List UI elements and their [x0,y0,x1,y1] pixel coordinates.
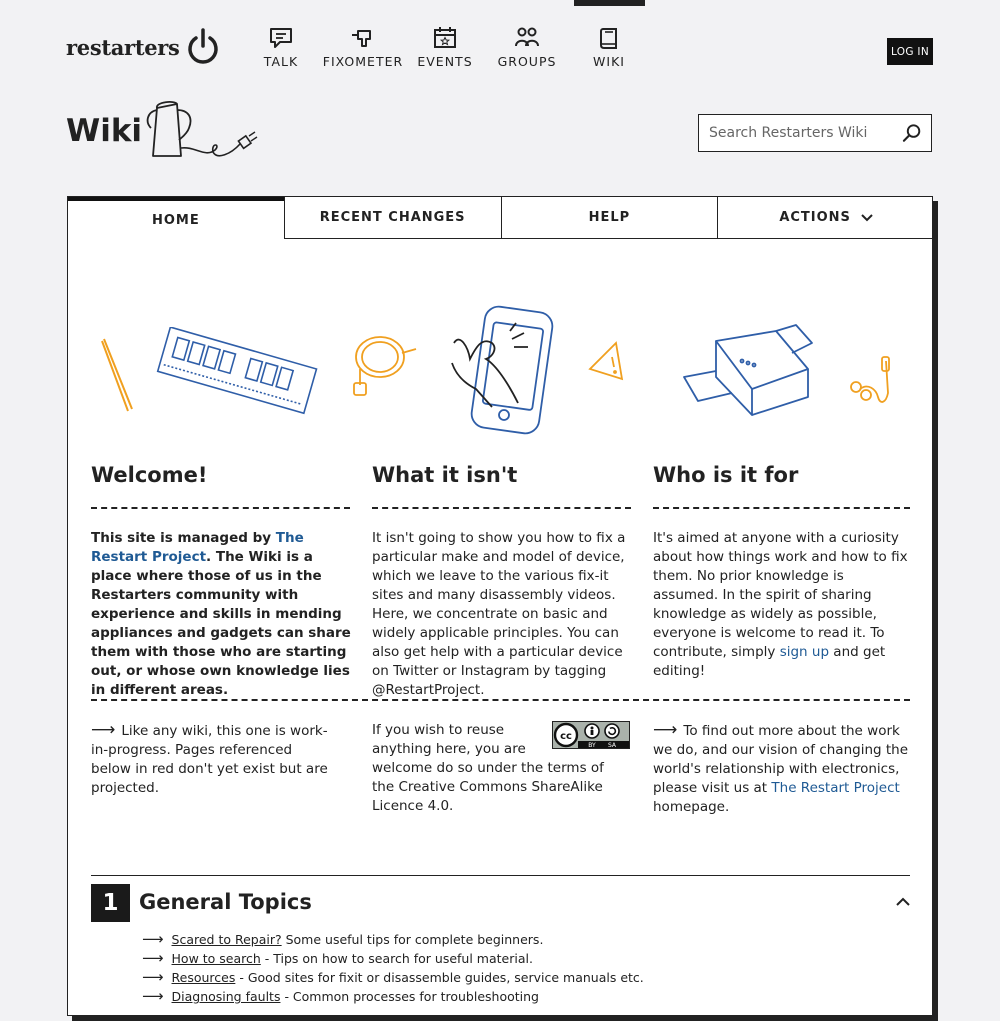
licence-note [372,721,630,816]
who-note-prefix: To find out more about the work we do, and our vision of changing the world's relationship with electronics, please visit us at [653,723,909,796]
topic-link[interactable]: Resources [171,970,236,985]
section-title: General Topics [139,890,312,914]
restarters-logo[interactable] [66,28,220,66]
work-in-progress-note [91,721,336,798]
who-body-prefix: It's aimed at anyone with a curiosity about how things work and how to fix them. No prior knowledge is assumed. In the spirit of sharing knowledge as widely as possible, everyone is welcome to read it. To contribute, simply [653,530,908,660]
restart-project-link[interactable]: The Restart Project [91,530,304,565]
welcome-intro-suffix: . The Wiki is a place where those of us in the Restarters community with experience and skills in mending appliances and gadgets can share them with those who are starting out, or whose own knowledge lies in different areas. [91,549,351,698]
topic-link[interactable]: Diagnosing faults [171,989,281,1004]
nav-fixometer-label: FIXOMETER [322,54,404,69]
power-icon [186,28,220,66]
drill-icon [350,26,376,50]
tab-actions[interactable] [717,197,934,239]
chevron-down-icon [861,214,873,222]
topic-text: Some useful tips for complete beginners. [281,932,544,947]
login-button[interactable]: LOG IN [887,38,933,65]
wiki-home-panel [67,196,933,1016]
nav-groups-label: GROUPS [497,54,557,69]
search-icon[interactable] [902,123,921,143]
printer-illustration [680,321,815,421]
search-input[interactable] [699,125,902,141]
logo-text: restarters [66,34,180,60]
kettle-illustration [145,98,260,168]
cc-by-sa-badge[interactable] [552,721,630,749]
people-icon [514,26,540,50]
cc-sa-text: SA [607,742,617,749]
nav-wiki[interactable] [568,26,650,69]
sign-up-link[interactable]: sign up [779,644,830,660]
who-body-suffix: and get editing! [653,644,886,679]
welcome-heading: Welcome! [91,463,208,487]
phone-hand-illustration [446,303,556,435]
topic-text: - Common processes for troubleshooting [280,989,539,1004]
arrow-right-icon: ⟶ [142,987,164,1005]
general-topics-list [142,930,644,1006]
nav-talk-label: TALK [263,54,299,69]
welcome-intro-prefix: This site is managed by [91,530,276,546]
cable-illustration [350,331,420,401]
divider [372,507,631,509]
who-note-suffix: homepage. [653,799,730,815]
licence-note-text: If you wish to reuse anything here, you are welcome do so under the terms of the Creative Commons ShareAlike Licence 4.0. [372,722,604,814]
tab-recent-changes-label: RECENT CHANGES [319,210,466,225]
arrow-right-icon: ⟶ [142,930,164,948]
arrow-right-icon: ⟶ [142,968,164,986]
main-nav [240,26,650,69]
nav-fixometer[interactable] [322,26,404,69]
arrow-right-icon: ⟶ [91,720,116,740]
search-box [698,114,932,152]
restart-project-homepage-link[interactable]: The Restart Project [771,780,900,796]
who-is-it-for-body [653,529,913,681]
divider [91,699,910,701]
tweezers-illustration [98,325,138,415]
what-it-isnt-heading: What it isn't [372,463,518,487]
tab-actions-label: ACTIONS [779,210,851,225]
welcome-column [91,463,351,487]
cc-badge-text: cc [560,731,572,742]
tab-home[interactable] [68,197,284,239]
tab-recent-changes[interactable] [284,197,501,239]
tab-bar [68,197,934,240]
nav-events-label: EVENTS [417,54,473,69]
calendar-icon [432,26,458,50]
book-icon [596,26,622,50]
who-is-it-for-heading: Who is it for [653,463,799,487]
list-item [142,968,644,987]
wip-note-text: Like any wiki, this one is work-in-progress. Pages referenced below in red don't yet exist but are projected. [91,723,328,796]
who-is-it-for-column [653,463,913,487]
topic-link[interactable]: How to search [171,951,261,966]
chevron-up-icon[interactable] [896,897,910,906]
topic-link[interactable]: Scared to Repair? [171,932,282,947]
list-item [142,930,644,949]
tab-help-label: HELP [588,210,631,225]
find-out-more-note [653,721,915,817]
active-nav-indicator [574,0,645,6]
welcome-intro [91,529,353,700]
nav-groups[interactable] [486,26,568,69]
chat-bubble-icon [268,26,294,50]
section-number: 1 [91,884,130,922]
nav-talk[interactable] [240,26,322,69]
nav-events[interactable] [404,26,486,69]
list-item [142,987,644,1006]
nav-wiki-label: WIKI [593,54,625,69]
what-it-isnt-column [372,463,632,487]
tab-help[interactable] [501,197,718,239]
divider [653,507,910,509]
topic-text: - Tips on how to search for useful material. [260,951,533,966]
tab-home-label: HOME [152,212,200,228]
divider [91,507,350,509]
warning-triangle-illustration [586,339,626,383]
ram-stick-illustration [154,327,319,422]
arrow-right-icon: ⟶ [653,720,678,740]
section-divider [91,875,910,876]
cc-by-text: BY [588,742,596,749]
list-item [142,949,644,968]
arrow-right-icon: ⟶ [142,949,164,967]
what-it-isnt-body: It isn't going to show you how to fix a particular make and model of device, which we leave to the various fix-it sites and many disassembly videos. Here, we concentrate on basic and widely applicable principles. You can also get help with a particular device on Twitter or Instagram by tagging @RestartProject. [372,530,626,698]
page-title: Wiki [66,113,143,149]
topic-text: - Good sites for fixit or disassemble guides, service manuals etc. [235,970,644,985]
earphones-illustration [846,353,894,411]
